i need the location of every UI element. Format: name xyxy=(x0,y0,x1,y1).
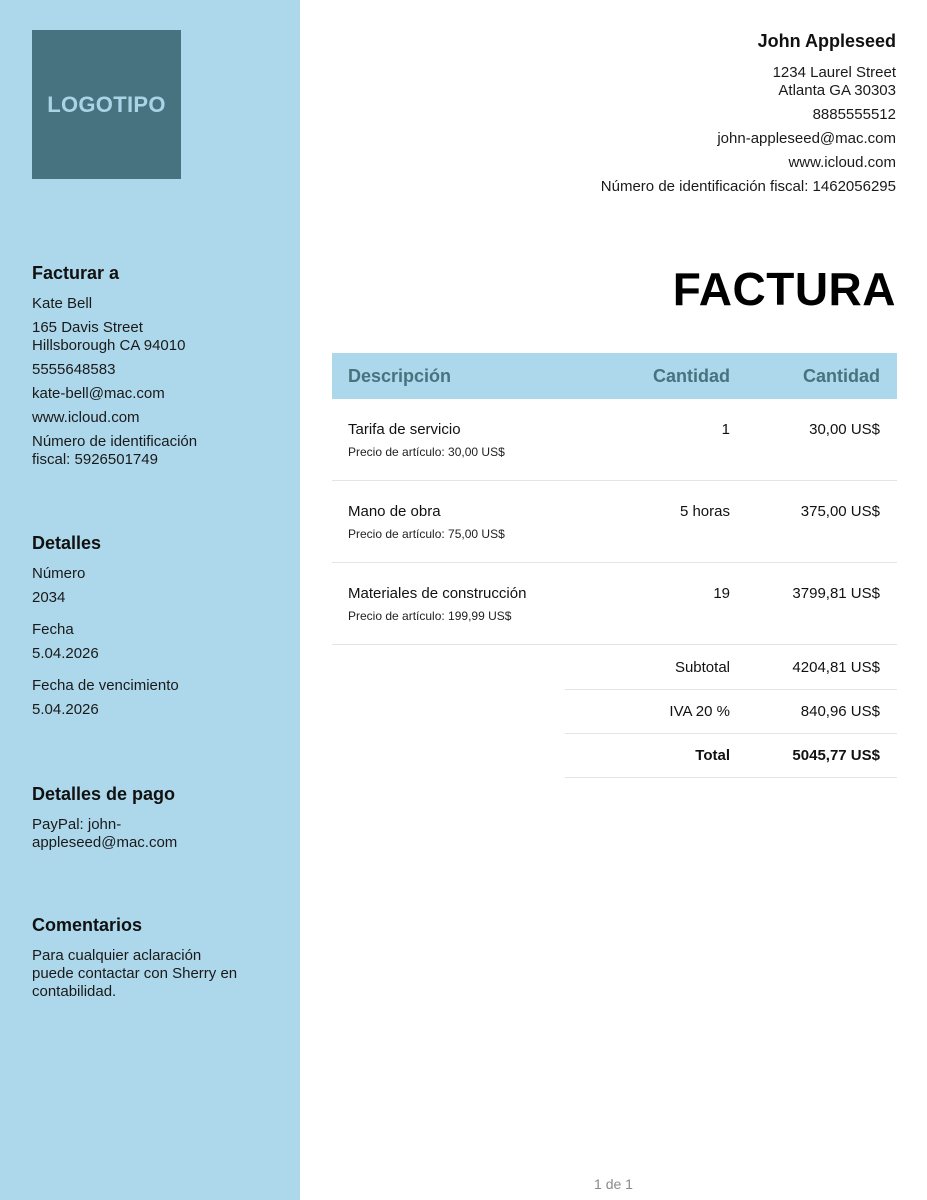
header-description: Descripción xyxy=(348,365,452,386)
comments-heading: Comentarios xyxy=(32,915,143,935)
table-row xyxy=(332,481,897,563)
item-amount: 3799,81 US$ xyxy=(792,585,880,602)
due-date-label: Fecha de vencimiento xyxy=(32,677,179,694)
item-name: Materiales de construcción xyxy=(348,585,527,602)
sender-block xyxy=(476,30,896,202)
client-address-line2: Hillsborough CA 94010 xyxy=(32,337,186,354)
item-quantity: 5 horas xyxy=(679,503,730,520)
page-number: 1 de 1 xyxy=(594,1176,633,1192)
sender-email: john-appleseed@mac.com xyxy=(717,130,896,147)
payment-line2: appleseed@mac.com xyxy=(32,834,178,851)
bill-to-heading: Facturar a xyxy=(32,263,120,283)
item-quantity: 19 xyxy=(713,585,730,602)
payment-heading: Detalles de pago xyxy=(32,784,176,804)
client-address-line1: 165 Davis Street xyxy=(32,319,143,336)
sender-website: www.icloud.com xyxy=(788,154,896,171)
comments-section xyxy=(32,915,282,1007)
client-tax-id-line1: Número de identificación xyxy=(32,433,198,450)
subtotal-row xyxy=(565,646,897,690)
total-row xyxy=(565,734,897,778)
client-name: Kate Bell xyxy=(32,295,93,312)
invoice-number-label: Número xyxy=(32,565,86,582)
comments-line2: puede contactar con Sherry en xyxy=(32,965,238,982)
client-website: www.icloud.com xyxy=(32,409,140,426)
tax-value: 840,96 US$ xyxy=(800,703,880,720)
subtotal-label: Subtotal xyxy=(674,659,730,676)
sender-address-line2: Atlanta GA 30303 xyxy=(778,82,896,99)
item-unit-price: Precio de artículo: 30,00 US$ xyxy=(348,445,505,459)
comments-line1: Para cualquier aclaración xyxy=(32,947,202,964)
subtotal-value: 4204,81 US$ xyxy=(792,659,880,676)
logo-text: LOGOTIPO xyxy=(47,91,166,117)
invoice-number-value: 2034 xyxy=(32,589,66,606)
item-amount: 375,00 US$ xyxy=(800,503,880,520)
logo-placeholder xyxy=(32,30,181,179)
sender-address-line1: 1234 Laurel Street xyxy=(772,64,896,81)
table-row xyxy=(332,563,897,645)
item-name: Tarifa de servicio xyxy=(348,421,461,438)
table-row xyxy=(332,399,897,481)
sender-tax-id: Número de identificación fiscal: 1462056295 xyxy=(600,178,896,195)
item-name: Mano de obra xyxy=(348,503,441,520)
totals-block xyxy=(565,646,897,778)
client-email: kate-bell@mac.com xyxy=(32,385,165,402)
payment-section xyxy=(32,784,282,858)
tax-label: IVA 20 % xyxy=(669,703,730,720)
client-tax-id-line2: fiscal: 5926501749 xyxy=(32,451,158,468)
item-amount: 30,00 US$ xyxy=(809,421,880,438)
item-unit-price: Precio de artículo: 199,99 US$ xyxy=(348,609,512,623)
item-quantity: 1 xyxy=(721,421,730,438)
sidebar xyxy=(0,0,300,1200)
client-phone: 5555648583 xyxy=(32,361,116,378)
details-heading: Detalles xyxy=(32,533,102,553)
table-header xyxy=(332,353,897,399)
bill-to-section xyxy=(32,263,282,475)
line-items-table xyxy=(332,353,897,645)
sender-name: John Appleseed xyxy=(757,31,896,51)
header-amount: Cantidad xyxy=(802,365,880,386)
tax-row xyxy=(565,690,897,734)
invoice-date-value: 5.04.2026 xyxy=(32,645,99,662)
total-value: 5045,77 US$ xyxy=(792,747,880,764)
item-unit-price: Precio de artículo: 75,00 US$ xyxy=(348,527,505,541)
sender-phone: 8885555512 xyxy=(812,106,896,123)
header-quantity: Cantidad xyxy=(652,365,730,386)
invoice-title: FACTURA xyxy=(672,263,896,315)
total-label: Total xyxy=(695,747,730,764)
details-section xyxy=(32,533,282,733)
invoice-date-label: Fecha xyxy=(32,621,74,638)
payment-line1: PayPal: john- xyxy=(32,816,122,833)
due-date-value: 5.04.2026 xyxy=(32,701,99,718)
item-description xyxy=(332,585,602,623)
comments-line3: contabilidad. xyxy=(32,983,117,1000)
item-description xyxy=(332,503,602,541)
item-description xyxy=(332,421,602,459)
